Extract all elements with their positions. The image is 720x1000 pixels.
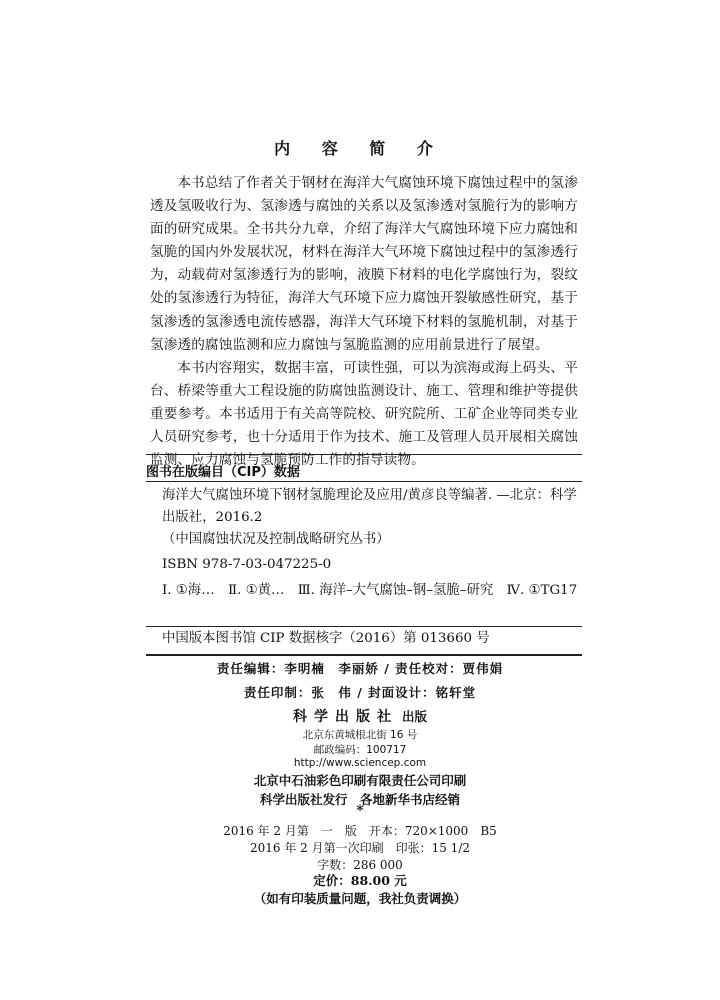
- word-count: 字数：286 000: [317, 858, 403, 872]
- cip-series: （中国腐蚀状况及控制战略研究丛书）: [162, 532, 390, 547]
- edition-line: 2016 年 2 月第 一 版 开本：720×1000 B5: [223, 824, 497, 838]
- cip-heading: 图书在版编目（CIP）数据: [146, 465, 300, 480]
- separator-star: *: [356, 803, 364, 819]
- cip-entry: 海洋大气腐蚀环境下钢材氢脆理论及应用/黄彦良等编著. —北京：科学出版社，2016.2: [162, 488, 577, 525]
- price: 定价：88.00 元: [313, 873, 407, 888]
- summary-paragraph-1: 本书总结了作者关于钢材在海洋大气腐蚀环境下腐蚀过程中的氢渗透及氢吸收行为、氢渗透与腐蚀的关系以及氢渗透对氢脆行为的影响方面的研究成果。全书共分九章，介绍了海洋大气腐蚀环境下应力腐蚀和氢脆的国内外发展状况，材料在海洋大气环境下腐蚀过程中的氢渗透行为，动载荷对氢渗透行为的影响，液膜下材料的电化学腐蚀行为，裂纹处的氢渗透行为特征，海洋大气环境下应力腐蚀开裂敏感性研究，基于氢渗透的氢渗透电流传感器，海洋大气环境下材料的氢脆机制，对基于氢渗透的腐蚀监测和应力腐蚀与氢脆监测的应用前景进行了展望。: [150, 175, 578, 353]
- cip-isbn: ISBN 978-7-03-047225-0: [162, 557, 332, 572]
- cip-classification: Ⅰ. ①海… Ⅱ. ①黄… Ⅲ. 海洋–大气腐蚀–钢–氢脆–研究 Ⅳ. ①TG17: [162, 583, 578, 598]
- publisher-website: http://www.sciencep.com: [293, 757, 427, 769]
- publisher-postcode: 邮政编码：100717: [313, 744, 407, 756]
- summary-title: 内 容 简 介: [274, 139, 446, 158]
- divider-top: [146, 454, 582, 455]
- publisher-name: 科学出版社: [293, 709, 398, 725]
- summary-paragraph-2: 本书内容翔实，数据丰富，可读性强，可以为滨海或海上码头、平台、桥梁等重大工程设施的防腐蚀监测设计、施工、管理和维护等提供重要参考。本书适用于有关高等院校、研究院所、工矿企业等同类专业人员研究参考，也十分适用于作为技术、施工及管理人员开展相关腐蚀监测、应力腐蚀与氢脆预防工作的指导读物。: [150, 359, 578, 469]
- quality-notice: （如有印装质量问题，我社负责调换）: [253, 891, 467, 906]
- credits-editors: 责任编辑：李明楠 李丽娇 / 责任校对：贾伟娟: [216, 661, 504, 676]
- publisher-suffix: 出版: [401, 709, 427, 724]
- credits-print-design: 责任印制：张 伟 / 封面设计：铭轩堂: [243, 685, 477, 700]
- printing-line: 2016 年 2 月第一次印刷 印张：15 1/2: [249, 841, 470, 855]
- divider-bottom: [146, 654, 582, 656]
- summary-body: [150, 172, 578, 472]
- divider-cip-record: [146, 626, 582, 627]
- cip-record: 中国版本图书馆 CIP 数据核字（2016）第 013660 号: [162, 631, 490, 646]
- divider-cip-heading: [146, 481, 582, 482]
- publisher-line: [0, 706, 720, 726]
- printer-line: 北京中石油彩色印刷有限责任公司印刷: [253, 773, 467, 788]
- distribution-line: 科学出版社发行 各地新华书店经销: [259, 792, 460, 807]
- publisher-address: 北京东黄城根北街 16 号: [302, 729, 418, 741]
